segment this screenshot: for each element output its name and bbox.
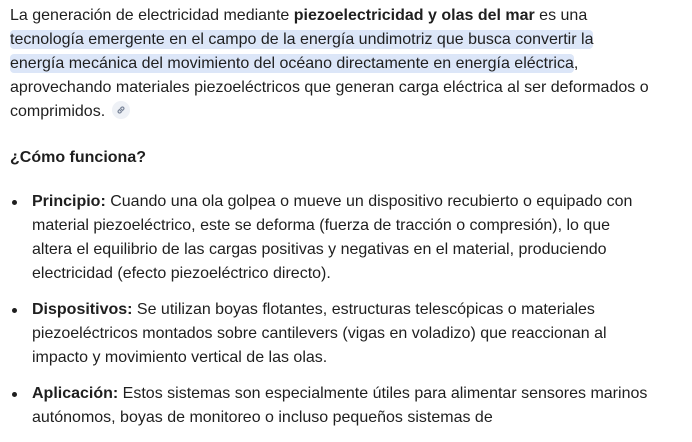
bullet-text: Cuando una ola golpea o mueve un dispositivo recubierto o equipado con material piezoeléctrico, este se deforma (fuerza de tracción o compresión), lo que altera el equilibrio de las cargas positivas y negativas en el material, produciendo electricidad (efecto piezoeléctrico directo). bbox=[32, 193, 633, 282]
link-icon bbox=[116, 105, 126, 115]
bullet-marker bbox=[12, 200, 17, 205]
highlighted-source-text[interactable]: tecnología emergente en el campo de la energía undimotriz que busca convertir la energía mecánica del movimiento del océano directamente en energía eléctrica bbox=[10, 31, 594, 72]
intro-text-middle: es una bbox=[534, 7, 588, 24]
intro-bold-term: piezoelectricidad y olas del mar bbox=[293, 7, 535, 24]
list-item bbox=[10, 298, 652, 370]
section-heading: ¿Cómo funciona? bbox=[10, 149, 146, 166]
intro-text-start: La generación de electricidad mediante bbox=[10, 7, 294, 24]
intro-text-end: , aprovechando materiales piezoeléctricos que generan carga eléctrica al ser deformados o comprimidos. bbox=[10, 55, 649, 120]
intro-paragraph bbox=[10, 4, 650, 124]
source-link-button[interactable] bbox=[112, 101, 130, 119]
bullet-text: Estos sistemas son especialmente útiles para alimentar sensores marinos autónomos, boyas de monitoreo o incluso pequeños sistemas de bbox=[32, 385, 648, 426]
bullet-list bbox=[10, 190, 686, 430]
response-content bbox=[10, 4, 686, 442]
list-item bbox=[10, 382, 652, 430]
bullet-title: Principio: bbox=[32, 193, 106, 210]
bullet-marker bbox=[12, 308, 17, 313]
list-item bbox=[10, 190, 652, 286]
bullet-title: Aplicación: bbox=[32, 385, 119, 402]
bullet-text: Se utilizan boyas flotantes, estructuras telescópicas o materiales piezoeléctricos montados sobre cantilevers (vigas en voladizo) que reaccionan al impacto y movimiento vertical de las olas. bbox=[32, 301, 607, 366]
bullet-title: Dispositivos: bbox=[32, 301, 133, 318]
bullet-marker bbox=[12, 392, 17, 397]
